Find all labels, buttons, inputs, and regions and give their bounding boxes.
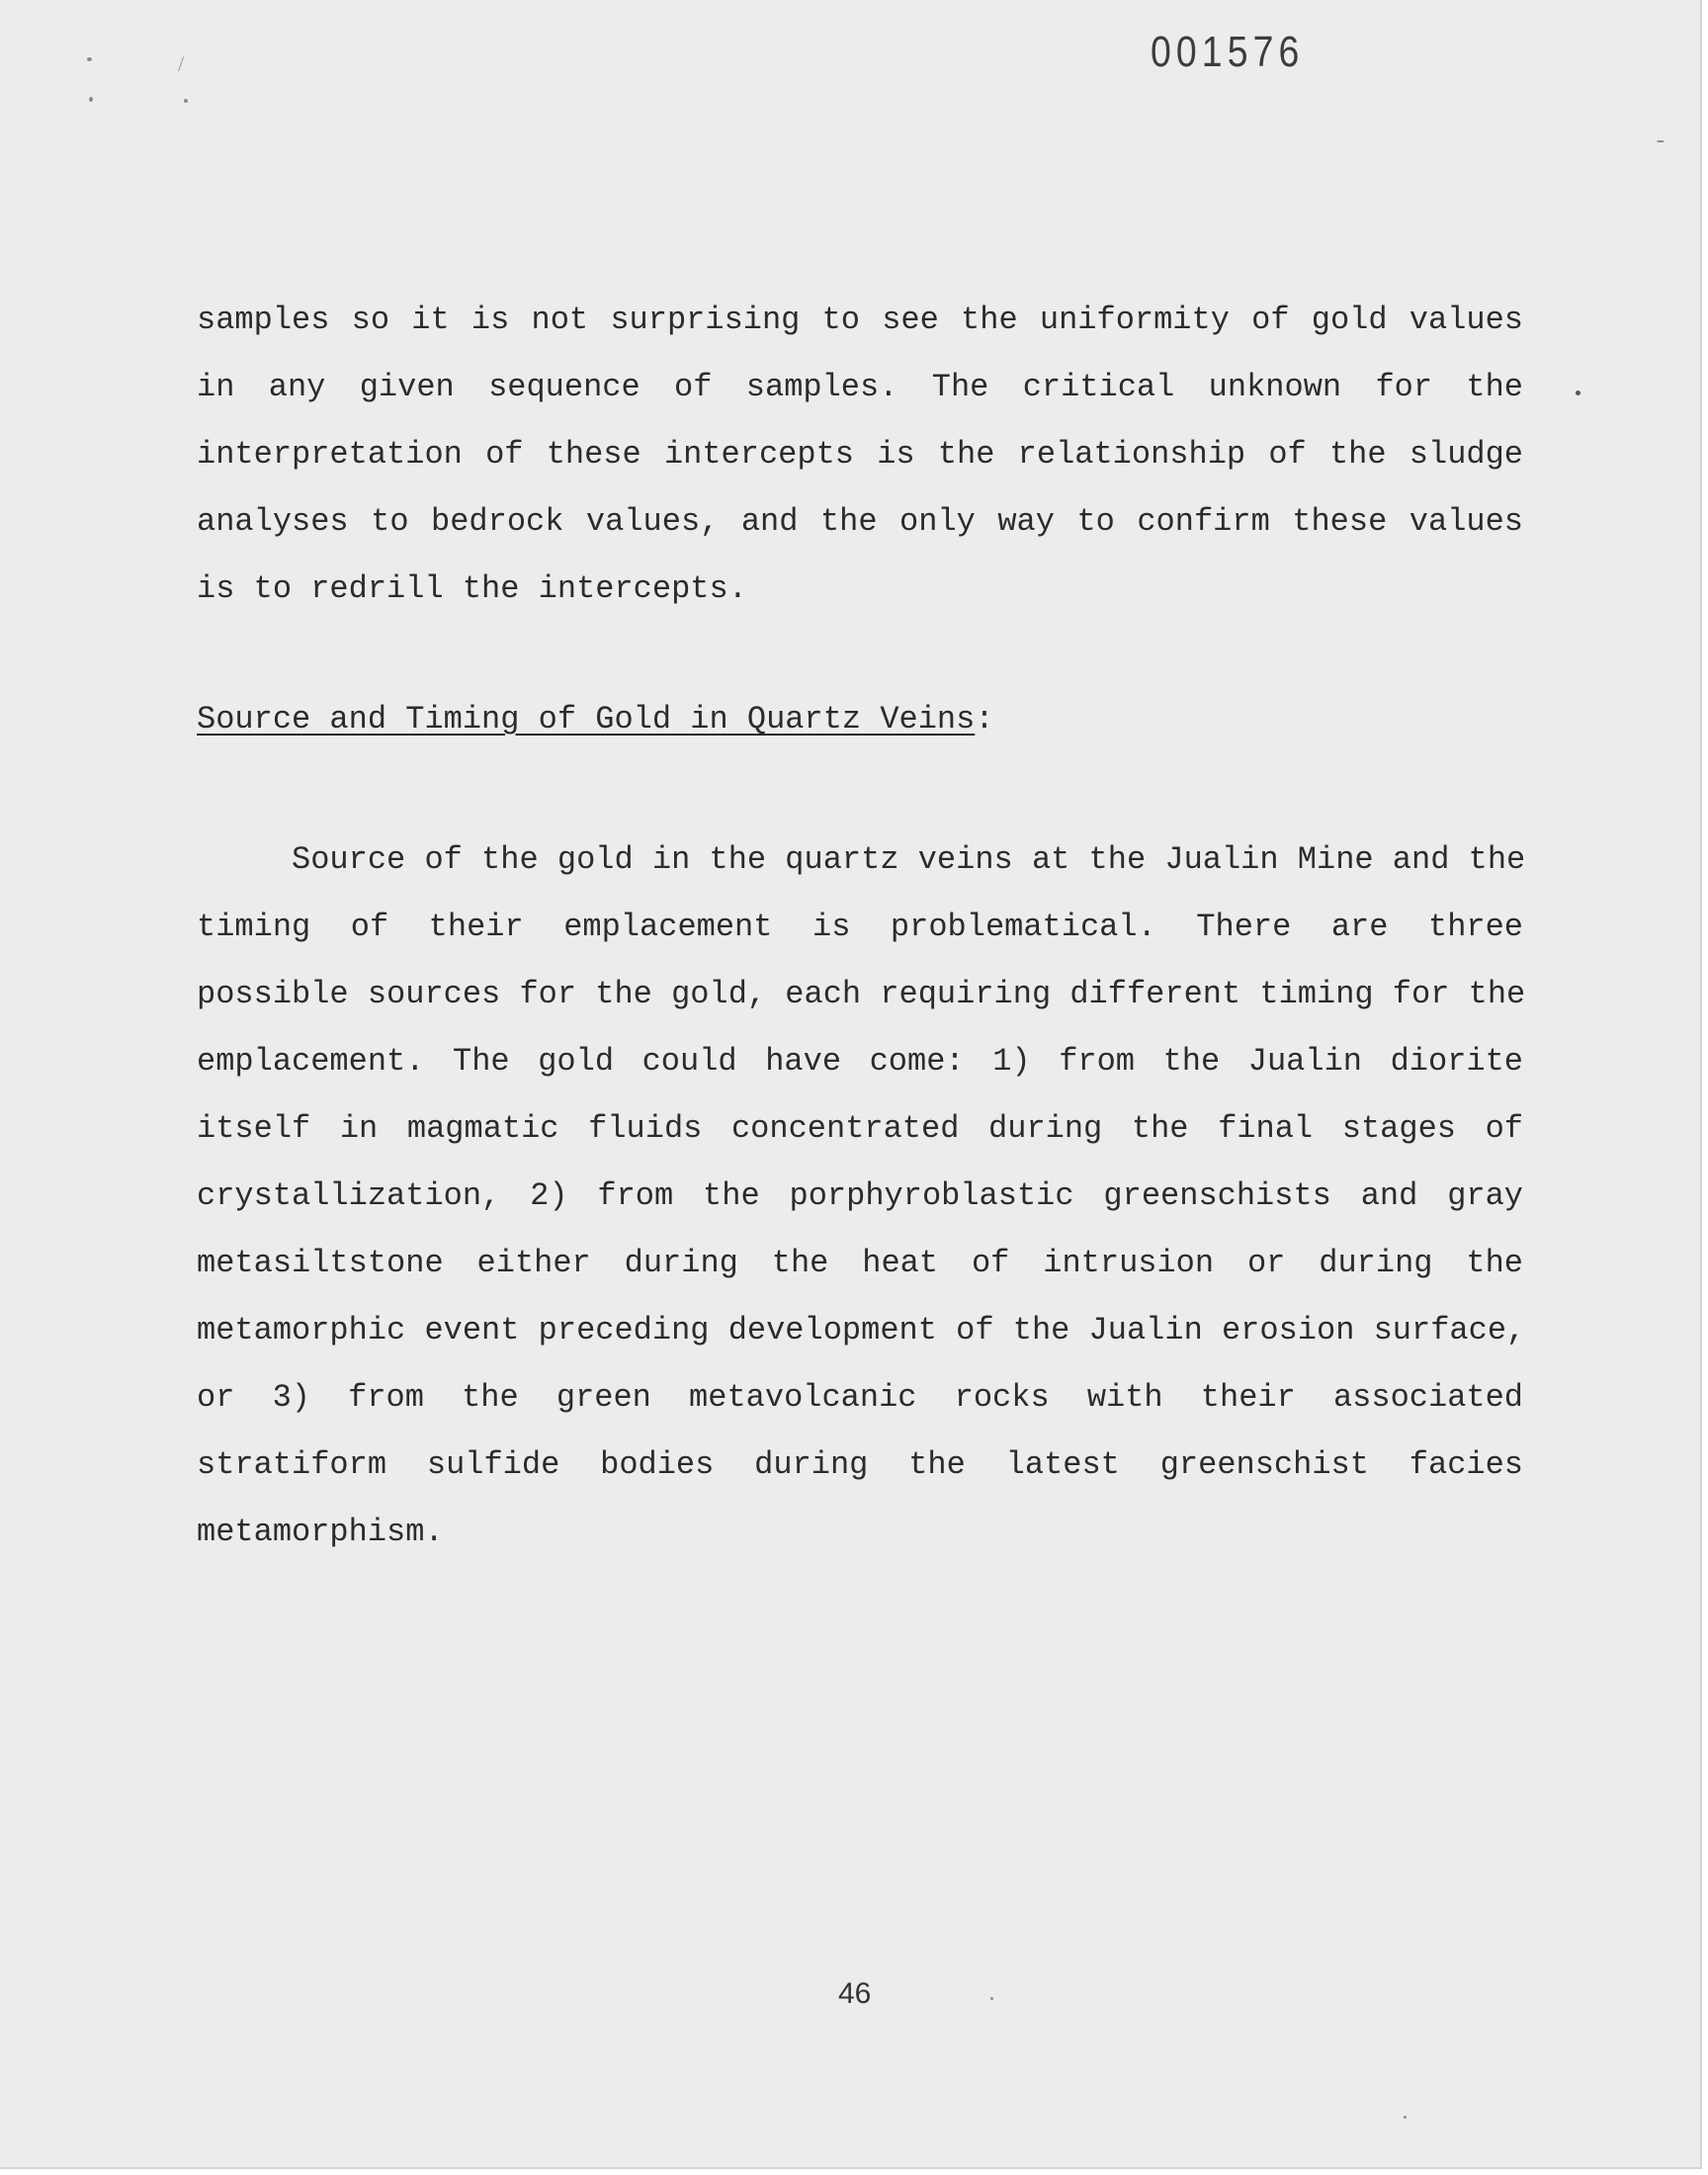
margin-mark: / xyxy=(178,51,185,76)
margin-speck xyxy=(89,97,93,102)
paragraph2-line: or 3) from the green metavolcanic rocks with their associated xyxy=(197,1379,1523,1416)
paragraph2-line: Source of the gold in the quartz veins at the Jualin Mine and the xyxy=(197,841,1526,878)
paragraph1-line: interpretation of these intercepts is the relationship of the sludge xyxy=(197,436,1523,473)
margin-speck xyxy=(1576,391,1580,395)
margin-speck xyxy=(1657,140,1665,142)
paragraph2-line: emplacement. The gold could have come: 1) from the Jualin diorite xyxy=(197,1043,1523,1080)
paragraph2-line: metamorphic event preceding development of the Jualin erosion surface, xyxy=(197,1312,1526,1348)
paragraph2-line: metasiltstone either during the heat of intrusion or during the xyxy=(197,1245,1523,1281)
paragraph1-line: is to redrill the intercepts. xyxy=(197,570,747,607)
margin-speck xyxy=(990,1997,993,2000)
margin-speck xyxy=(87,57,92,61)
margin-speck xyxy=(1404,2116,1407,2119)
paragraph1-line: samples so it is not surprising to see the uniformity of gold values xyxy=(197,302,1523,338)
paragraph2-line: itself in magmatic fluids concentrated during the final stages of xyxy=(197,1110,1523,1147)
section-heading-title: Source and Timing of Gold in Quartz Veins xyxy=(197,701,976,738)
paragraph2-line: metamorphism. xyxy=(197,1514,444,1550)
section-heading xyxy=(197,700,994,740)
margin-speck xyxy=(184,99,188,103)
document-id-stamp: 001576 xyxy=(1151,28,1305,76)
page-number: 46 xyxy=(838,1977,872,2010)
paragraph2-line: stratiform sulfide bodies during the latest greenschist facies xyxy=(197,1446,1523,1483)
paragraph2-line: possible sources for the gold, each requiring different timing for the xyxy=(197,976,1526,1012)
paragraph1-line: in any given sequence of samples. The critical unknown for the xyxy=(197,369,1523,405)
paragraph1-line: analyses to bedrock values, and the only way to confirm these values xyxy=(197,503,1523,540)
section-heading-colon: : xyxy=(975,701,994,738)
paragraph2-line: timing of their emplacement is problematical. There are three xyxy=(197,909,1523,945)
paragraph2-line: crystallization, 2) from the porphyroblastic greenschists and gray xyxy=(197,1177,1523,1214)
